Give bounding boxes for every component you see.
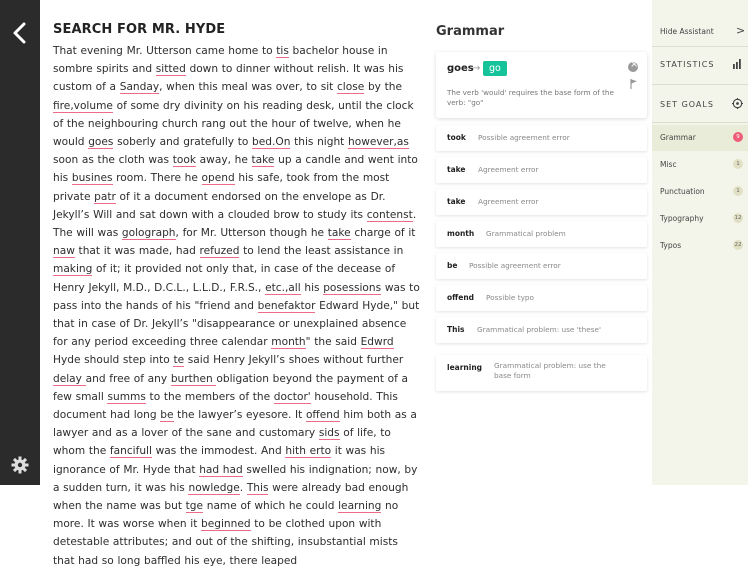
suggestion-item[interactable] [436, 253, 647, 279]
document-title: SEARCH FOR MR. HYDE [53, 22, 226, 37]
flagged-word[interactable]: offend [305, 409, 340, 422]
flagged-word[interactable]: close [336, 81, 365, 94]
flagged-word[interactable]: naw [53, 245, 75, 258]
flagged-word[interactable]: sids [318, 427, 340, 440]
gear-icon[interactable] [10, 455, 30, 475]
flagged-word[interactable]: benefaktor [257, 299, 316, 312]
document-text: soon as the cloth was [53, 154, 173, 167]
suggestion-type: Grammatical problem: use the base form [494, 361, 606, 380]
chevron-right-icon[interactable]: > [736, 24, 746, 37]
suggestion-original-word: goes [447, 63, 474, 74]
document-text: of it a document endorsed on the envelope as Dr. Jekyll’s Will and sat down with a clouded brow to study its [53, 190, 386, 221]
flagged-word[interactable]: te [173, 354, 185, 367]
suggestion-item[interactable] [436, 189, 647, 215]
flagged-word[interactable]: Sanday [119, 81, 160, 94]
document-text: " the said [305, 336, 361, 349]
suggestion-type: Possible agreement error [478, 133, 570, 142]
target-icon[interactable] [732, 98, 743, 109]
hide-assistant-button[interactable]: Hide Assistant [660, 27, 714, 36]
document-text: bachelor house in sombre spirits and [53, 45, 388, 76]
count-badge: 12 [734, 215, 742, 221]
arrow-right-icon: → [472, 63, 481, 74]
document-text: were already bad enough when the name was but [53, 481, 409, 513]
flagged-word[interactable]: patr [94, 190, 116, 203]
flagged-word[interactable]: learning [338, 500, 382, 513]
suggestion-item[interactable] [436, 355, 647, 391]
flagged-word[interactable]: month [271, 336, 306, 349]
flagged-word[interactable]: golograph [121, 227, 176, 240]
document-text: Edward Hyde," but that in case of Dr. Jekyll’s "disappearance or unexplained absence for any period exceeding three calendar [53, 299, 420, 349]
document-text: was the immodest. And [151, 445, 286, 458]
flagged-word[interactable]: making [53, 263, 93, 276]
category-label: Misc [660, 160, 677, 169]
flagged-word[interactable]: contenst [366, 208, 413, 221]
document-text: That evening Mr. Utterson came home to [53, 45, 277, 57]
category-label: Punctuation [660, 187, 705, 196]
flagged-word[interactable]: busines [71, 172, 113, 185]
suggestion-type: Possible typo [486, 293, 534, 302]
suggestion-word: This [447, 325, 465, 334]
flagged-word[interactable]: bed.On [252, 136, 291, 149]
category-typography[interactable] [652, 206, 748, 232]
suggestion-item[interactable] [436, 317, 647, 343]
document-text: to lend the least assistance in [239, 245, 404, 258]
document-text: and free of any [85, 372, 171, 385]
flagged-word[interactable]: posessions [323, 281, 382, 294]
category-label: Typos [660, 241, 682, 250]
document-text: to the members of the [145, 390, 274, 403]
flagged-word[interactable]: hith erto [285, 445, 332, 458]
document-text: that it was made, had [74, 245, 200, 258]
document-text: it was his ignorance of Mr. Hyde that [53, 445, 386, 476]
flagged-word[interactable]: burthen [170, 372, 217, 385]
suggestion-word: take [447, 197, 466, 206]
suggestion-item[interactable] [436, 285, 647, 311]
document-text: , for Mr. Utterson though he [175, 227, 328, 240]
document-text: . [239, 481, 247, 494]
statistics-button[interactable]: STATISTICS [660, 60, 715, 69]
suggestion-type: Agreement error [478, 165, 539, 174]
document-text: was to pass into the hands of his "friend and [53, 281, 420, 312]
flagged-word[interactable]: summs [107, 390, 146, 403]
document-text: by the [364, 81, 402, 94]
category-label: Typography [660, 214, 704, 223]
document-text: said Henry Jekyll’s shoes without further [184, 354, 404, 367]
suggestion-item[interactable] [436, 221, 647, 247]
flagged-word[interactable]: took [172, 154, 196, 167]
suggestion-type: Grammatical problem [486, 229, 566, 238]
suggestion-word: take [447, 165, 466, 174]
suggestion-type: Agreement error [478, 197, 539, 206]
category-label: Grammar [660, 133, 696, 142]
flagged-word[interactable]: beginned [201, 518, 251, 531]
divider [652, 46, 748, 47]
suggestion-word: took [447, 133, 466, 142]
document-text: name of which he could [203, 500, 339, 513]
document-text: of it; it provided not only that, in case of the decease of Henry Jekyll, M.D., D.C.L., L.L.D., F.R.S., [53, 263, 396, 294]
document-text: obligation beyond the payment of a few small [53, 372, 409, 403]
document-text: soberly and gratefully to [113, 136, 253, 149]
flagged-word[interactable]: fire,volume [53, 99, 113, 112]
flagged-word[interactable]: be [160, 409, 174, 422]
divider [652, 84, 748, 85]
flagged-word[interactable]: etc.,all [265, 281, 301, 294]
flagged-word[interactable]: nowledge [188, 481, 240, 494]
document-text: down to dinner without relish. It was his custom of a [53, 63, 404, 94]
suggestion-word: month [447, 229, 475, 238]
document-text: charge of it [350, 227, 416, 240]
document-text: no more. It was worse when it [53, 500, 399, 531]
divider [652, 122, 748, 123]
flagged-word[interactable]: tis [276, 45, 289, 57]
category-grammar[interactable] [652, 125, 748, 151]
flagged-word[interactable]: had had [199, 463, 243, 476]
document-text: his safe, took from the most private [53, 172, 390, 203]
document-text: household. This document had long [53, 390, 398, 422]
document-text: the lawyer’s eyesore. It [173, 409, 306, 422]
document-text: of some dry divinity on his reading desk, until the clock of the neighbouring church rang out the hour of twelve, when he would [53, 99, 414, 149]
bar-chart-icon[interactable] [732, 59, 742, 69]
set-goals-button[interactable]: SET GOALS [660, 100, 714, 109]
document-text: his [300, 281, 324, 294]
suggestion-type: Grammatical problem: use 'these' [477, 325, 602, 334]
flagged-word[interactable]: fancifull [109, 445, 152, 458]
suggestion-type: Possible agreement error [469, 261, 561, 270]
suggestion-word: offend [447, 293, 475, 302]
document-text: of life, to whom the [53, 427, 391, 458]
document-text: away, he [196, 154, 252, 167]
flagged-word[interactable]: take [327, 227, 351, 240]
chevron-left-icon[interactable] [9, 20, 31, 46]
category-typos[interactable] [652, 233, 748, 259]
assistant-sidebar [652, 0, 748, 485]
document-text: , when this meal was over, to sit [159, 81, 337, 94]
document-body[interactable] [53, 42, 423, 570]
suggestion-word: learning [447, 363, 483, 372]
panel-title: Grammar [436, 24, 505, 39]
count-badge: 9 [733, 132, 743, 142]
count-badge: 1 [733, 159, 743, 169]
document-text: room. There he [112, 172, 202, 185]
document-text: to be clothed upon with detestable attributes; and out of the shifting, insubstantial mists that had so long baffled his eye, there leaped [53, 518, 398, 567]
flagged-word[interactable]: tge [185, 500, 204, 513]
flagged-word[interactable]: take [251, 154, 275, 167]
document-text: swelled his indignation; now, by a sudden turn, it was his [53, 463, 418, 494]
grammar-panel [436, 0, 651, 485]
count-badge: 1 [733, 186, 743, 196]
accept-suggestion-button[interactable]: go [483, 61, 507, 76]
document-text: this night [290, 136, 348, 149]
flagged-word[interactable]: Edwrd [360, 336, 394, 349]
suggestion-item[interactable] [436, 157, 647, 183]
close-icon[interactable] [628, 62, 638, 72]
suggestion-card-expanded[interactable] [436, 52, 647, 118]
document-text: up a candle and went into his [53, 154, 418, 185]
suggestion-word: be [447, 261, 458, 270]
category-punctuation[interactable] [652, 179, 748, 205]
flagged-word[interactable]: goes [88, 136, 114, 149]
flagged-word[interactable]: doctor' [273, 390, 311, 403]
document-text: . The will was [53, 208, 417, 240]
suggestion-description: The verb 'would' requires the base form of the verb: "go" [447, 88, 614, 107]
document-text: him both as a lawyer and as a lover of the sane and customary [53, 409, 417, 440]
flagged-word[interactable]: opend [201, 172, 235, 185]
flagged-word[interactable]: sitted [155, 63, 186, 76]
flagged-word[interactable]: refuzed [199, 245, 240, 258]
flag-icon[interactable] [630, 79, 638, 89]
flagged-word[interactable]: delay [53, 372, 86, 385]
left-toolbar [0, 0, 40, 485]
flagged-word[interactable]: This [246, 481, 269, 494]
document-editor[interactable] [53, 22, 423, 567]
suggestion-item[interactable] [436, 125, 647, 151]
flagged-word[interactable]: however,as [348, 136, 409, 149]
document-text: Hyde should step into [53, 354, 174, 367]
count-badge: 22 [734, 242, 742, 248]
category-misc[interactable] [652, 152, 748, 178]
